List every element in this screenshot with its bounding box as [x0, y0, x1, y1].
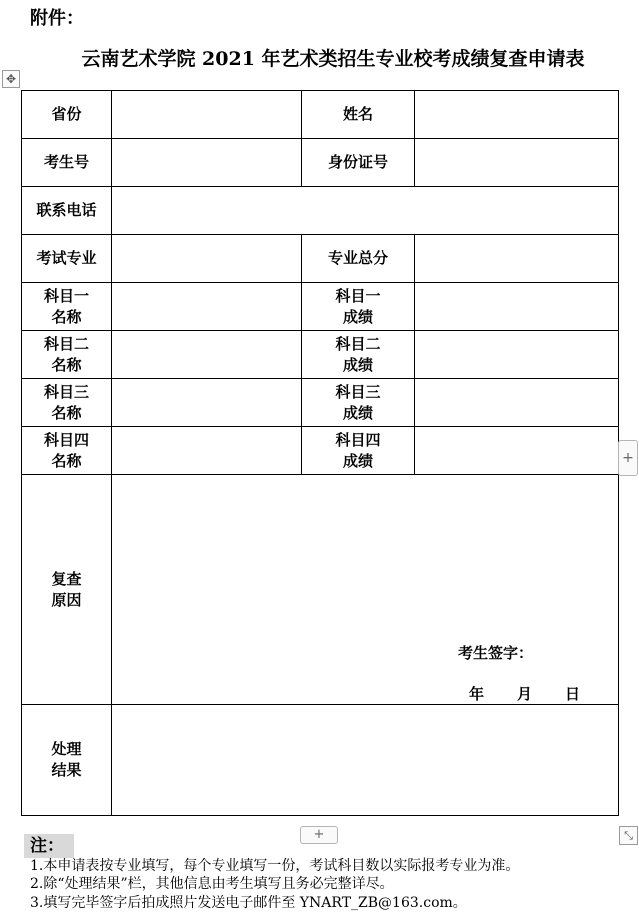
note-line: 2.除“处理结果”栏，其他信息由考生填写且务必完整详尽。 — [30, 876, 394, 892]
subject1-name-field[interactable] — [112, 283, 302, 331]
table-row — [22, 283, 619, 331]
subject3-score-field[interactable] — [415, 379, 619, 427]
reason-field[interactable] — [112, 475, 619, 705]
table-row — [22, 379, 619, 427]
subject3-name-field[interactable] — [112, 379, 302, 427]
province-field[interactable] — [112, 91, 302, 139]
subject2-score-field[interactable] — [415, 331, 619, 379]
phone-field[interactable] — [112, 187, 619, 235]
subject3-name-label: 科目三 名称 — [22, 379, 112, 427]
application-form-table — [21, 90, 619, 816]
plus-icon: + — [313, 827, 325, 842]
subject4-score-field[interactable] — [415, 427, 619, 475]
province-label: 省份 — [22, 91, 112, 139]
note-line: 1.本申请表按专业填写，每个专业填写一份，考试科目数以实际报考专业为准。 — [30, 858, 520, 874]
major-field[interactable] — [112, 235, 302, 283]
reason-label: 复查 原因 — [22, 475, 112, 705]
subject4-score-label: 科目四 成绩 — [302, 427, 415, 475]
total-score-field[interactable] — [415, 235, 619, 283]
result-label: 处理 结果 — [22, 705, 112, 816]
subject3-score-label: 科目三 成绩 — [302, 379, 415, 427]
exam-number-label: 考生号 — [22, 139, 112, 187]
phone-label: 联系电话 — [22, 187, 112, 235]
table-row — [22, 235, 619, 283]
plus-icon: + — [622, 450, 634, 466]
add-row-button[interactable] — [300, 826, 338, 844]
table-move-handle[interactable] — [2, 70, 20, 88]
result-field[interactable] — [112, 705, 619, 816]
table-resize-handle[interactable] — [619, 826, 638, 845]
subject1-score-label: 科目一 成绩 — [302, 283, 415, 331]
notes-heading: 注： — [24, 834, 74, 858]
subject2-name-label: 科目二 名称 — [22, 331, 112, 379]
date-day-label: 日 — [565, 685, 581, 703]
total-score-label: 专业总分 — [302, 235, 415, 283]
move-arrows-icon: ✥ — [5, 72, 17, 86]
add-column-button[interactable] — [618, 440, 638, 476]
subject4-name-label: 科目四 名称 — [22, 427, 112, 475]
table-row — [22, 331, 619, 379]
subject2-name-field[interactable] — [112, 331, 302, 379]
signature-label: 考生签字： — [458, 644, 534, 662]
name-label: 姓名 — [302, 91, 415, 139]
date-year-label: 年 — [469, 685, 485, 703]
table-row — [22, 475, 619, 705]
table-row — [22, 139, 619, 187]
note-line: 3.填写完毕签字后拍成照片发送电子邮件至 YNART_ZB@163.com。 — [30, 895, 467, 911]
subject1-name-label: 科目一 名称 — [22, 283, 112, 331]
subject1-score-field[interactable] — [415, 283, 619, 331]
table-row — [22, 187, 619, 235]
subject4-name-field[interactable] — [112, 427, 302, 475]
date-month-label: 月 — [517, 685, 533, 703]
table-row — [22, 427, 619, 475]
table-row — [22, 705, 619, 816]
diagonal-resize-icon: ⤡ — [624, 829, 633, 842]
page-title: 云南艺术学院 2021 年艺术类招生专业校考成绩复查申请表 — [81, 48, 585, 70]
major-label: 考试专业 — [22, 235, 112, 283]
id-number-label: 身份证号 — [302, 139, 415, 187]
attachment-label: 附件： — [30, 8, 84, 29]
table-row — [22, 91, 619, 139]
id-number-field[interactable] — [415, 139, 619, 187]
exam-number-field[interactable] — [112, 139, 302, 187]
name-field[interactable] — [415, 91, 619, 139]
subject2-score-label: 科目二 成绩 — [302, 331, 415, 379]
